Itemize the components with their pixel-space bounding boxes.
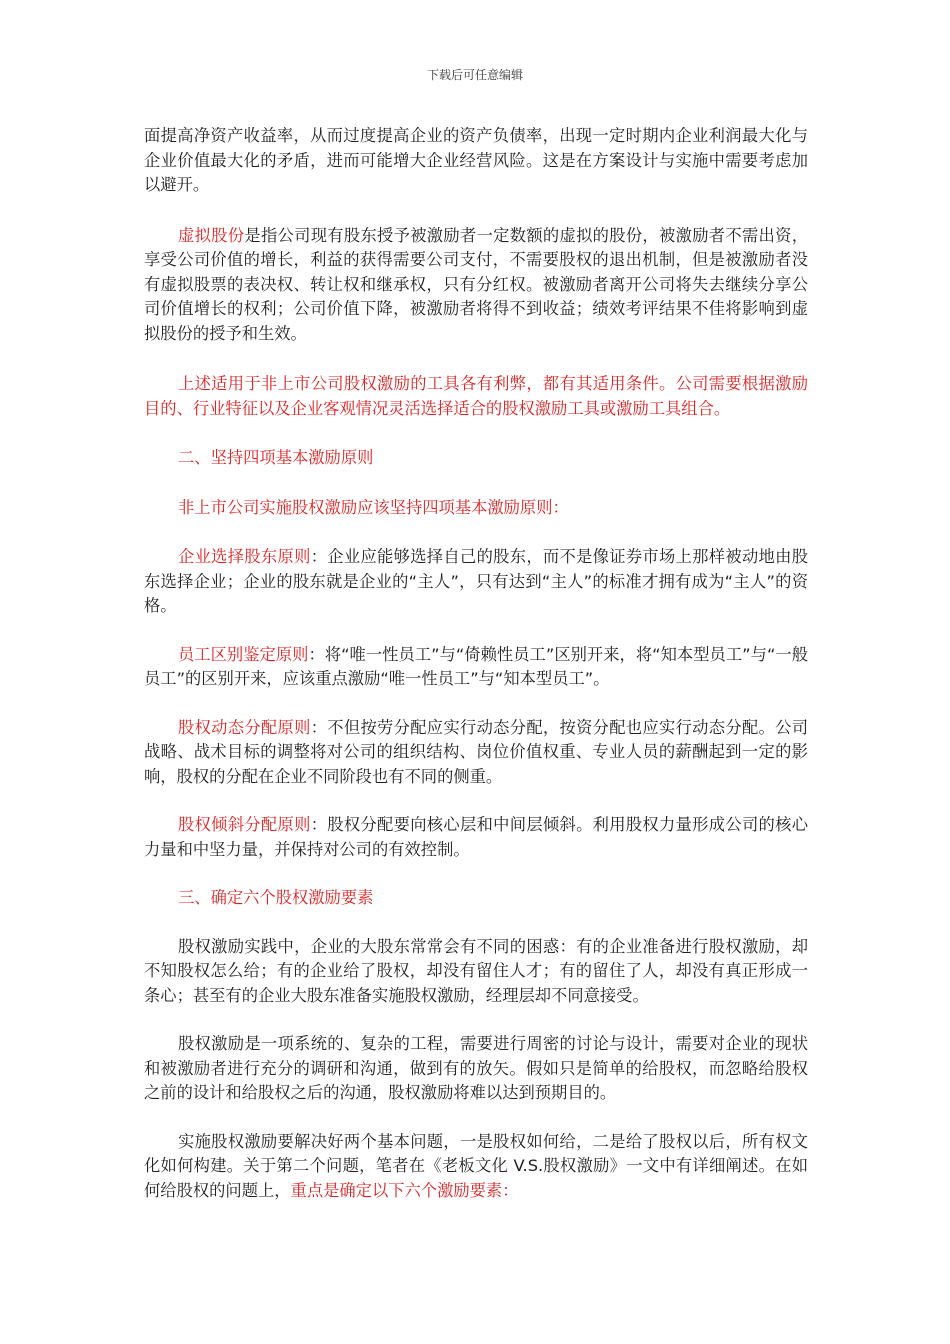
principle-employee-distinction-body: ：将“唯一性员工”与“倚赖性员工”区别开来，将“知本型员工”与“一般员工”的区别开来，应该重点激励“唯一性员工”与“知本型员工”。 <box>144 644 808 688</box>
term-dynamic-allocation: 股权动态分配原则 <box>178 717 311 737</box>
paragraph-principles-intro: 非上市公司实施股权激励应该坚持四项基本激励原则： <box>178 497 569 517</box>
paragraph-principle-tilted-allocation <box>144 813 808 862</box>
paragraph-principle-dynamic-allocation <box>144 716 808 790</box>
emphasis-six-elements: 重点是确定以下六个激励要素： <box>290 1180 519 1200</box>
paragraph-tools-summary: 上述适用于非上市公司股权激励的工具各有利弊，都有其适用条件。公司需要根据激励目的、行业特征以及企业客观情况灵活选择适合的股权激励工具或激励工具组合。 <box>144 374 808 418</box>
section-heading-three: 三、确定六个股权激励要素 <box>178 888 374 907</box>
paragraph-virtual-shares-body: 是指公司现有股东授予被激励者一定数额的虚拟的股份，被激励者不需出资，享受公司价值的增长，利益的获得需要公司支付，不需要股权的退出机制，但是被激励者没有虚拟股票的表决权、转让权和继承权，只有分红权。被激励者离开公司将失去继续分享公司价值增长的权利；公司价值下降，被激励者将得不到收益；绩效考评结果不佳将影响到虚拟股份的授予和生效。 <box>144 225 808 343</box>
term-employee-distinction: 员工区别鉴定原则 <box>178 644 309 664</box>
paragraph-two-basic-questions <box>144 1130 808 1204</box>
term-shareholder-selection: 企业选择股东原则 <box>178 547 311 566</box>
document-body <box>144 124 808 1227</box>
principle-dynamic-allocation-body: ：不但按劳分配应实行动态分配，按资分配也应实行动态分配。公司战略、战术目标的调整将对公司的组织结构、岗位价值权重、专业人员的薪酬起到一定的影响，股权的分配在企业不同阶段也有不同的侧重。 <box>144 717 808 786</box>
section-heading-two: 二、坚持四项基本激励原则 <box>178 448 374 467</box>
paragraph-roe-risk: 面提高净资产收益率，从而过度提高企业的资产负债率，出现一定时期内企业利润最大化与企业价值最大化的矛盾，进而可能增大企业经营风险。这是在方案设计与实施中需要考虑加以避开。 <box>144 126 808 194</box>
principle-tilted-allocation-body: ：股权分配要向核心层和中间层倾斜。利用股权力量形成公司的核心力量和中坚力量，并保持对公司的有效控制。 <box>144 815 808 859</box>
paragraph-systematic-project: 股权激励是一项系统的、复杂的工程，需要进行周密的讨论与设计，需要对企业的现状和被激励者进行充分的调研和沟通，做到有的放矢。假如只是简单的给股权，而忽略给股权之前的设计和给股权之后的沟通，股权激励将难以达到预期目的。 <box>144 1034 808 1102</box>
principle-shareholder-selection-body: ：企业应能够选择自己的股东，而不是像证券市场上那样被动地由股东选择企业；企业的股东就是企业的“主人”，只有达到“主人”的标准才拥有成为“主人”的资格。 <box>144 547 808 615</box>
paragraph-shareholder-confusion: 股权激励实践中，企业的大股东常常会有不同的困惑：有的企业准备进行股权激励，却不知股权怎么给；有的企业给了股权，却没有留住人才；有的留住了人，却没有真正形成一条心；甚至有的企业大股东准备实施股权激励，经理层却不同意接受。 <box>144 936 808 1005</box>
paragraph-principle-shareholder-selection <box>144 545 808 619</box>
term-tilted-allocation: 股权倾斜分配原则 <box>178 815 311 834</box>
page-header: 下载后可任意编辑 <box>426 68 523 82</box>
two-basic-questions-body: 实施股权激励要解决好两个基本问题，一是股权如何给，二是给了股权以后，所有权文化如何构建。关于第二个问题，笔者在《老板文化 V.S.股权激励》一文中有详细阐述。在如何给股权的问题上， <box>144 1131 808 1200</box>
paragraph-principle-employee-distinction <box>144 643 808 692</box>
paragraph-virtual-shares <box>144 224 808 347</box>
term-virtual-shares: 虚拟股份 <box>178 225 245 245</box>
